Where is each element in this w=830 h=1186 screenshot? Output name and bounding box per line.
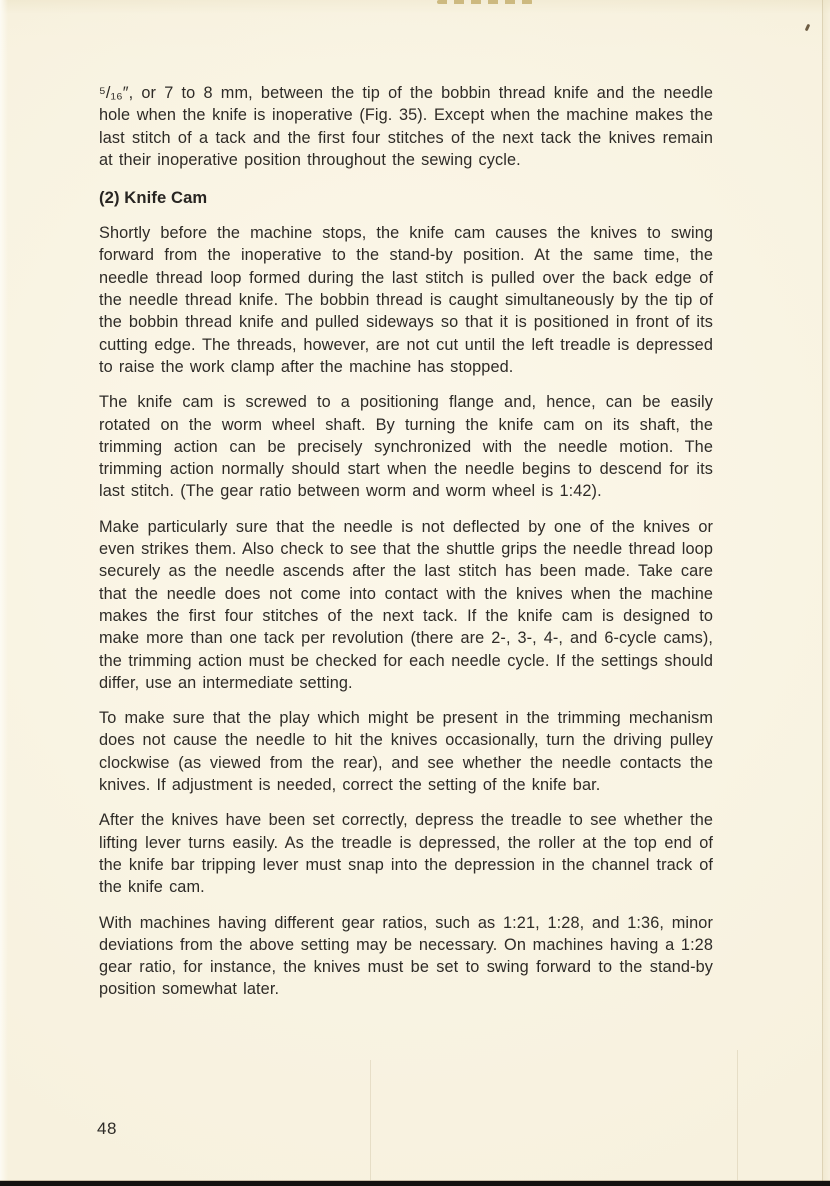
paragraph-treadle-check: After the knives have been set correctly, depress the treadle to see whether the lifting lever turns easily. As the treadle is depressed, the roller at the top end of the knife bar tripping lever must snap into the depression in the channel track of the knife cam. <box>99 811 713 897</box>
paper-right-edge <box>822 0 830 1186</box>
scan-artifact-bottom-strip <box>0 1181 830 1186</box>
paper-left-edge <box>0 0 8 1186</box>
paragraph-trimming-play: To make sure that the play which might be present in the trimming mechanism does not cause the needle to hit the knives occasionally, turn the driving pulley clockwise (as viewed from the rear), and see whether the needle contacts the knives. If adjustment is needed, correct the setting of the knife bar. <box>99 709 713 795</box>
paragraph-positioning-flange: The knife cam is screwed to a positioning flange and, hence, can be easily rotated on the worm wheel shaft. By turning the knife cam on its shaft, the trimming action can be precisely synchronized with the needle motion. The trimming action normally should start when the needle begins to descend for its last stitch. (The gear ratio between worm and worm wheel is 1:42). <box>99 393 713 501</box>
scan-artifact-top-dashes <box>437 0 533 4</box>
text-column <box>99 82 713 1014</box>
paper-crease <box>370 1060 371 1180</box>
paragraph-intro: ⁵/₁₆″, or 7 to 8 mm, between the tip of the bobbin thread knife and the needle hole when the knife is inoperative (Fig. 35). Except when the machine makes the last stitch of a tack and the first four stitches of the next tack the knives remain at their inoperative position throughout the sewing cycle. <box>99 84 713 169</box>
paper-crease <box>737 1050 738 1180</box>
section-heading-knife-cam: (2) Knife Cam <box>99 188 208 208</box>
paragraph-needle-deflection: Make particularly sure that the needle is not deflected by one of the knives or even strikes them. Also check to see that the shuttle grips the needle thread loop securely as the needle ascends after the last stitch has been made. Take care that the needle does not come into contact with the knives when the machine makes the first four stitches of the next tack. If the knife cam is designed to make more than one tack per revolution (there are 2-, 3-, 4-, and 6-cycle cams), the trimming action must be checked for each needle cycle. If the settings should differ, use an intermediate setting. <box>99 517 713 692</box>
paragraph-knife-cam-overview: Shortly before the machine stops, the knife cam causes the knives to swing forward from the inoperative to the stand-by position. At the same time, the needle thread loop formed during the last stitch is pulled over the back edge of the needle thread knife. The bobbin thread is caught simultaneously by the tip of the bobbin thread knife and pulled sideways so that it is positioned in front of its cutting edge. The threads, however, are not cut until the left treadle is depressed to raise the work clamp after the machine has stopped. <box>99 224 713 376</box>
paragraph-gear-ratios: With machines having different gear ratios, such as 1:21, 1:28, and 1:36, minor deviations from the above setting may be necessary. On machines having a 1:28 gear ratio, for instance, the knives must be set to swing forward to the stand-by position somewhat later. <box>99 913 713 999</box>
page-number: 48 <box>97 1119 117 1138</box>
scan-artifact-ink-fleck <box>805 24 811 32</box>
